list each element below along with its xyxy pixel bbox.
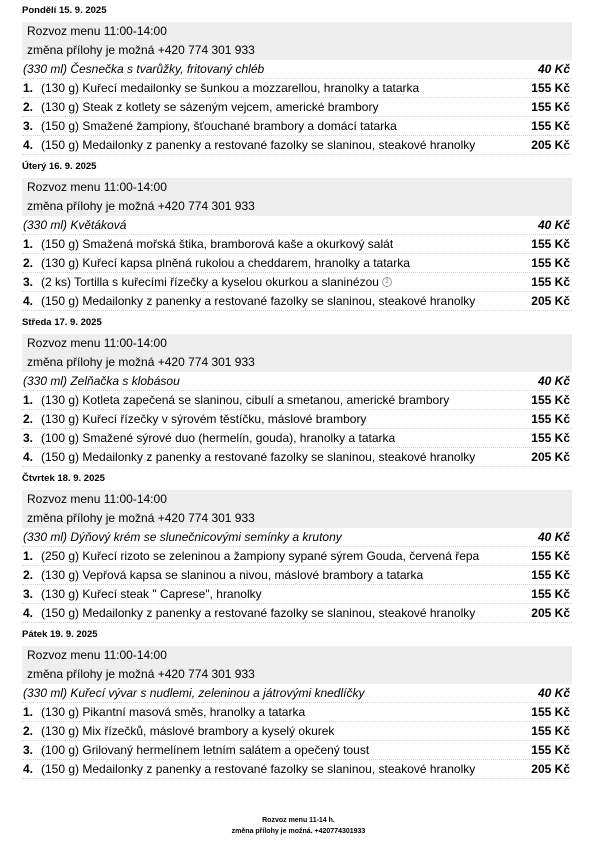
menu-item-price: 155 Kč [531,704,570,719]
footnote-marker-icon: 2 [382,277,392,287]
soup-row [22,528,572,547]
menu-item-number: 4. [23,137,34,152]
day-heading: Úterý 16. 9. 2025 [22,161,97,172]
menu-item-number: 4. [23,605,34,620]
menu-item-price: 155 Kč [531,548,570,563]
menu-item-number: 4. [23,761,34,776]
soup-description: (330 ml) Květáková [23,217,127,232]
menu-item-row [22,448,572,467]
menu-item-number: 1. [23,548,34,563]
menu-item-description-cell [41,254,510,273]
menu-item-price: 155 Kč [531,236,570,251]
soup-row [22,60,572,79]
menu-item-row [22,741,572,760]
day-section [22,471,572,623]
soup-description: (330 ml) Česnečka s tvarůžky, fritovaný chléb [23,61,265,76]
delivery-info-row: změna přílohy je možná +420 774 301 933 [22,353,572,372]
menu-item-description-cell [41,585,510,604]
menu-item-row [22,760,572,779]
soup-price: 40 Kč [537,529,570,544]
soup-description: (330 ml) Zelňačka s klobásou [23,373,180,388]
menu-item-description: (150 g) Medailonky z panenky a restované fazolky se slaninou, steakové hranolky [41,761,476,776]
menu-item-description-cell [41,429,510,448]
soup-price: 40 Kč [537,373,570,388]
menu-item-row [22,566,572,585]
menu-item-price: 155 Kč [531,723,570,738]
soup-price: 40 Kč [537,217,570,232]
menu-item-price: 205 Kč [531,137,570,152]
day-section [22,159,572,311]
menu-item-number: 2. [23,723,34,738]
delivery-info-row: Rozvoz menu 11:00-14:00 [22,22,572,41]
soup-price: 40 Kč [537,685,570,700]
menu-item-number: 4. [23,293,34,308]
delivery-info-row: změna přílohy je možná +420 774 301 933 [22,41,572,60]
menu-item-price: 205 Kč [531,449,570,464]
soup-row [22,216,572,235]
menu-item-price: 155 Kč [531,118,570,133]
menu-item-description-cell [41,703,510,722]
menu-item-number: 1. [23,392,34,407]
menu-item-price: 155 Kč [531,430,570,445]
menu-item-number: 4. [23,449,34,464]
menu-item-price: 205 Kč [531,293,570,308]
menu-item-description: (250 g) Kuřecí rizoto se zeleninou a žampiony sypané sýrem Gouda, červená řepa [41,548,480,563]
day-heading: Středa 17. 9. 2025 [22,317,102,328]
menu-item-description: (130 g) Kuřecí kapsa plněná rukolou a cheddarem, hranolky a tatarka [41,255,410,270]
menu-item-description-cell [41,117,510,136]
soup-row [22,684,572,703]
menu-item-description: (130 g) Mix řízečků, máslové brambory a kyselý okurek [41,723,335,738]
menu-item-description-cell [41,760,510,779]
menu-item-row [22,98,572,117]
menu-item-description: (130 g) Kuřecí medailonky se šunkou a mozzarellou, hranolky a tatarka [41,80,420,95]
footer-line: změna přílohy je možná. +420774301933 [231,828,366,835]
menu-item-description-cell [41,547,510,566]
footer-note [0,815,597,837]
menu-item-row [22,585,572,604]
delivery-info-row: změna přílohy je možná +420 774 301 933 [22,197,572,216]
delivery-info-row: změna přílohy je možná +420 774 301 933 [22,665,572,684]
menu-item-row [22,136,572,155]
soup-price: 40 Kč [537,61,570,76]
menu-item-description-cell [41,273,510,292]
soup-row [22,372,572,391]
menu-item-description: (2 ks) Tortilla s kuřecími řízečky a kyselou okurkou a slaninézou [41,274,379,289]
menu-item-description: (150 g) Medailonky z panenky a restované fazolky se slaninou, steakové hranolky [41,137,476,152]
menu-item-row [22,391,572,410]
menu-item-number: 3. [23,430,34,445]
menu-item-number: 3. [23,742,34,757]
soup-description: (330 ml) Dýňový krém se slunečnicovými semínky a krutony [23,529,342,544]
delivery-info-row: Rozvoz menu 11:00-14:00 [22,178,572,197]
footer-line: Rozvoz menu 11-14 h. [262,817,335,824]
day-section [22,315,572,467]
menu-item-description: (150 g) Medailonky z panenky a restované fazolky se slaninou, steakové hranolky [41,449,476,464]
delivery-info-row: změna přílohy je možná +420 774 301 933 [22,509,572,528]
menu-item-description: (150 g) Smažená mořská štika, bramborová kaše a okurkový salát [41,236,394,251]
menu-item-number: 1. [23,236,34,251]
menu-item-description-cell [41,235,510,254]
menu-item-price: 205 Kč [531,761,570,776]
day-heading: Pondělí 15. 9. 2025 [22,5,107,16]
menu-item-description: (130 g) Vepřová kapsa se slaninou a nivou, máslové brambory a tatarka [41,567,424,582]
menu-item-description-cell [41,98,510,117]
menu-item-description: (130 g) Kuřecí steak " Caprese", hranolky [41,586,262,601]
menu-item-number: 3. [23,274,34,289]
menu-item-description-cell [41,410,510,429]
day-heading: Čtvrtek 18. 9. 2025 [22,473,105,484]
menu-item-row [22,273,572,292]
menu-item-description: (150 g) Smažené žampiony, šťouchané brambory a domácí tatarka [41,118,397,133]
menu-item-row [22,292,572,311]
delivery-info-row: Rozvoz menu 11:00-14:00 [22,490,572,509]
menu-item-number: 3. [23,586,34,601]
menu-item-row [22,79,572,98]
menu-item-number: 2. [23,255,34,270]
menu-item-number: 2. [23,567,34,582]
menu-item-price: 155 Kč [531,255,570,270]
menu-item-description-cell [41,79,510,98]
menu-item-description-cell [41,566,510,585]
menu-item-price: 155 Kč [531,411,570,426]
menu-item-description: (130 g) Steak z kotlety se sázeným vejcem, americké brambory [41,99,379,114]
menu-item-number: 3. [23,118,34,133]
menu-item-row [22,703,572,722]
menu-item-row [22,235,572,254]
menu-item-row [22,604,572,623]
weekly-menu [22,0,572,779]
menu-item-description-cell [41,722,510,741]
menu-item-description-cell [41,136,510,155]
menu-item-price: 155 Kč [531,99,570,114]
menu-item-description-cell [41,741,510,760]
delivery-info-row: Rozvoz menu 11:00-14:00 [22,646,572,665]
menu-item-price: 205 Kč [531,605,570,620]
menu-item-price: 155 Kč [531,392,570,407]
day-heading: Pátek 19. 9. 2025 [22,629,98,640]
delivery-info-row: Rozvoz menu 11:00-14:00 [22,334,572,353]
menu-item-description-cell [41,448,510,467]
menu-item-number: 1. [23,704,34,719]
menu-item-description-cell [41,391,510,410]
menu-item-description: (130 g) Kotleta zapečená se slaninou, cibulí a smetanou, americké brambory [41,392,450,407]
day-section [22,627,572,779]
menu-item-price: 155 Kč [531,567,570,582]
menu-item-description: (130 g) Kuřecí řízečky v sýrovém těstíčku, máslové brambory [41,411,367,426]
menu-item-row [22,254,572,273]
menu-item-price: 155 Kč [531,742,570,757]
menu-item-price: 155 Kč [531,274,570,289]
menu-item-description: (150 g) Medailonky z panenky a restované fazolky se slaninou, steakové hranolky [41,293,476,308]
menu-item-number: 2. [23,411,34,426]
menu-item-description-cell [41,292,510,311]
menu-item-row [22,117,572,136]
menu-item-description: (100 g) Smažené sýrové duo (hermelín, gouda), hranolky a tatarka [41,430,396,445]
soup-description: (330 ml) Kuřecí vývar s nudlemi, zeleninou a játrovými knedlíčky [23,685,365,700]
menu-item-row [22,547,572,566]
menu-item-row [22,410,572,429]
menu-item-description: (130 g) Pikantní masová směs, hranolky a tatarka [41,704,306,719]
menu-item-row [22,722,572,741]
day-section [22,3,572,155]
menu-item-price: 155 Kč [531,80,570,95]
menu-item-number: 2. [23,99,34,114]
menu-item-price: 155 Kč [531,586,570,601]
menu-item-description-cell [41,604,510,623]
menu-item-description: (150 g) Medailonky z panenky a restované fazolky se slaninou, steakové hranolky [41,605,476,620]
menu-item-row [22,429,572,448]
menu-item-number: 1. [23,80,34,95]
menu-item-description: (100 g) Grilovaný hermelínem letním salátem a opečený toust [41,742,370,757]
